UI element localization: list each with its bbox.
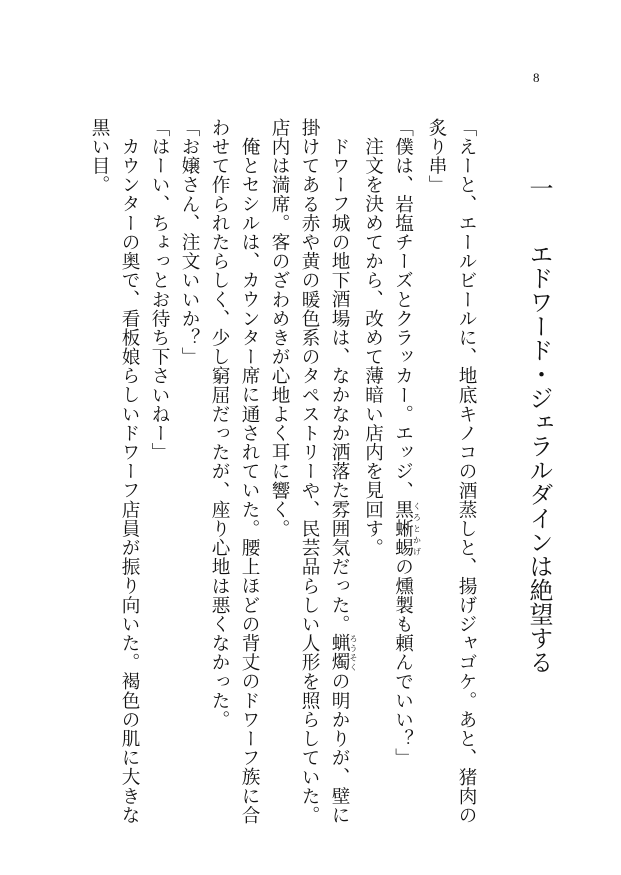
paragraph [144, 118, 174, 833]
text-segment: 「僕は、岩塩チーズとクラッカー。エッジ、 [392, 118, 414, 500]
ruby-reading: くろとかげ [412, 500, 422, 558]
ruby-word [392, 500, 422, 558]
ruby-base: 蝋燭 [329, 633, 350, 672]
text-segment: 「お嬢さん、注文いいか？」 [179, 118, 200, 367]
text-segment: の明かりが、壁に掛けてある赤や黄の暖色系のタペストリーや、民芸品らしい人形を照らしていた。店内は満席。客のざわめきが心地よく耳に響く。 [269, 118, 350, 825]
paragraph [264, 118, 358, 833]
paragraph [174, 118, 204, 833]
text-segment: 「えーと、エールビールに、地底キノコの酒蒸しと、揚げジャゴケ。あと、猪肉の炙り串」 [426, 118, 477, 825]
chapter-number: 一 [525, 176, 553, 200]
body-text [89, 118, 481, 833]
paragraph [204, 118, 264, 833]
ruby-word [329, 633, 358, 672]
chapter-title: エドワード・ジェラルダインは絶望する [525, 242, 553, 674]
paragraph [421, 118, 481, 833]
text-segment: 「はーい、ちょっとお待ち下さいねー」 [149, 118, 170, 462]
text-segment: 俺とセシルは、カウンター席に通されていた。腰上ほどの背丈のドワーフ族に合わせて作られたらしく、少し窮屈だったが、座り心地は悪くなかった。 [209, 118, 260, 825]
paragraph [388, 118, 422, 833]
chapter-heading [527, 176, 551, 674]
text-segment: ドワーフ城の地下酒場は、なかなか洒落た雰囲気だった。 [329, 136, 350, 634]
ruby-reading: ろうそく [349, 633, 358, 672]
paragraph [358, 118, 388, 833]
text-segment: の燻製も頼んでいい？」 [392, 557, 414, 768]
ruby-base: 黒蜥蜴 [392, 500, 414, 558]
text-segment: 注文を決めてから、改めて薄暗い店内を見回す。 [362, 136, 384, 557]
paragraph [84, 118, 144, 833]
page-number: 8 [533, 70, 540, 85]
text-segment: カウンターの奥で、看板娘らしいドワーフ店員が振り向いた。褐色の肌に大きな黒い目。 [89, 118, 140, 825]
